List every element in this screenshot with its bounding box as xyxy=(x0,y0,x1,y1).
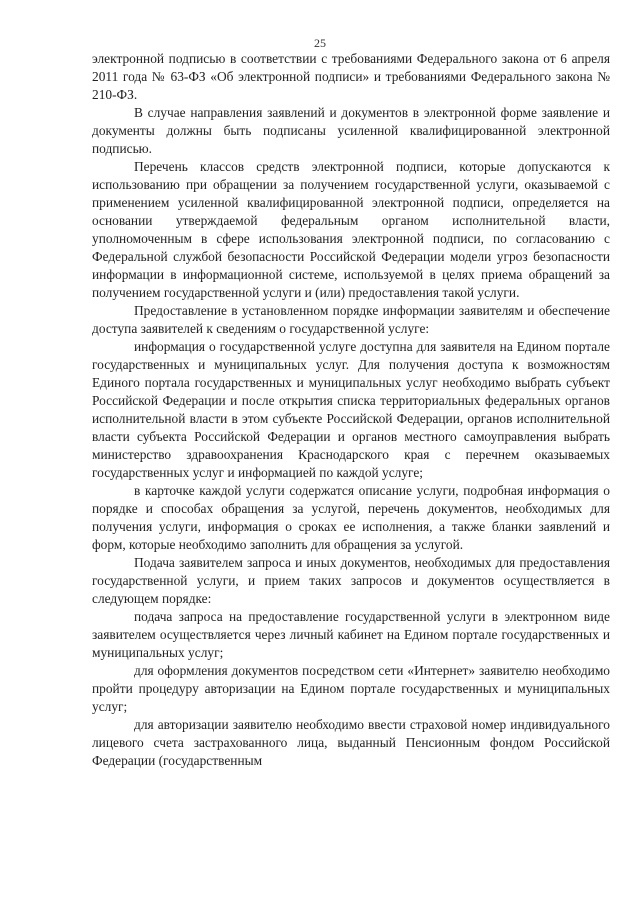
paragraph: В случае направления заявлений и документов в электронной форме заявление и документы должны быть подписаны усиленной квалифицированной электронной подписью. xyxy=(92,105,610,156)
paragraph: Подача заявителем запроса и иных документов, необходимых для предоставления государственной услуги, и прием таких запросов и документов осуществляется в следующем порядке: xyxy=(92,555,610,606)
paragraph: для авторизации заявителю необходимо ввести страховой номер индивидуального лицевого счета застрахованного лица, выданный Пенсионным фондом Российской Федерации (государственным xyxy=(92,717,610,768)
paragraph: электронной подписью в соответствии с требованиями Федерального закона от 6 апреля 2011 года № 63-ФЗ «Об электронной подписи» и требованиями Федерального закона № 210-ФЗ. xyxy=(92,51,610,102)
paragraph: Предоставление в установленном порядке информации заявителям и обеспечение доступа заявителей к сведениям о государственной услуге: xyxy=(92,303,610,336)
paragraph: Перечень классов средств электронной подписи, которые допускаются к использованию при обращении за получением государственной услуги, оказываемой с применением усиленной квалифицированной электронной подписи, определяется на основании утверждаемой федеральным органом исполнительной власти, уполномоченным в сфере использования электронной подписи, по согласованию с Федеральной службой безопасности Российской Федерации модели угроз безопасности информации в информационной системе, используемой в целях приема обращений за получением государственной услуги и (или) предоставления такой услуги. xyxy=(92,159,610,300)
page-number: 25 xyxy=(314,36,326,50)
paragraph: в карточке каждой услуги содержатся описание услуги, подробная информация о порядке и способах обращения за услугой, перечень документов, необходимых для получения услуги, информация о сроках ее исполнения, а также бланки заявлений и форм, которые необходимо заполнить для обращения за услугой. xyxy=(92,483,610,552)
body-text xyxy=(92,50,610,770)
paragraph: для оформления документов посредством сети «Интернет» заявителю необходимо пройти процедуру авторизации на Едином портале государственных и муниципальных услуг; xyxy=(92,663,610,714)
paragraph: информация о государственной услуге доступна для заявителя на Едином портале государственных и муниципальных услуг. Для получения доступа к возможностям Единого портала государственных и муниципальных услуг необходимо выбрать субъект Российской Федерации и после открытия списка территориальных федеральных органов исполнительной власти в этом субъекте Российской Федерации, органов исполнительной власти субъекта Российской Федерации и органов местного самоуправления выбрать министерство здравоохранения Краснодарского края с перечнем оказываемых государственных услуг и информацией по каждой услуге; xyxy=(92,339,610,480)
paragraph: подача запроса на предоставление государственной услуги в электронном виде заявителем осуществляется через личный кабинет на Едином портале государственных и муниципальных услуг; xyxy=(92,609,610,660)
